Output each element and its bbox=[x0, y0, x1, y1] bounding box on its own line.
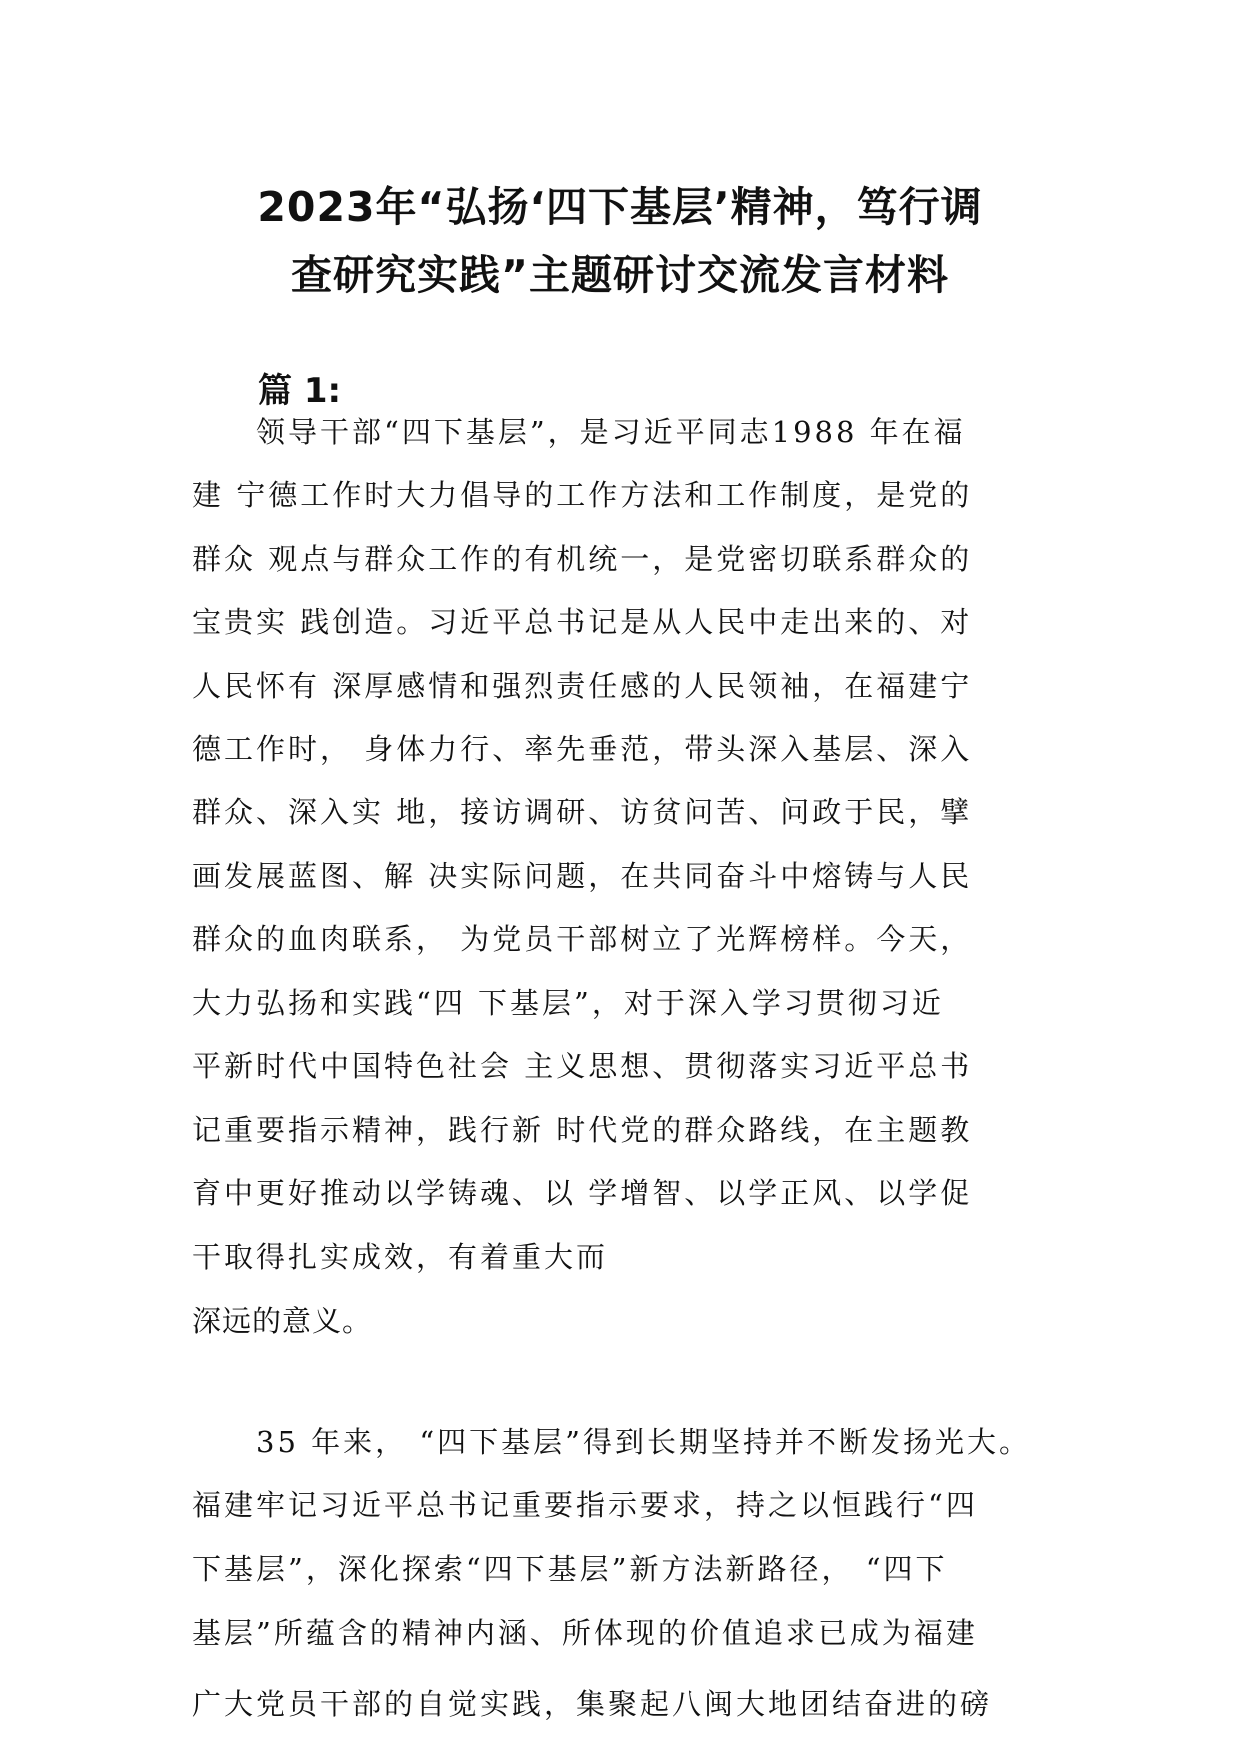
paragraph-line: 福建牢记习近平总书记重要指示要求，持之以恒践行“四 bbox=[192, 1488, 978, 1522]
paragraph-line: 育中更好推动以学铸魂、以 学增智、以学正风、以学促 bbox=[192, 1176, 973, 1210]
paragraph-line: 建 宁德工作时大力倡导的工作方法和工作制度，是党的 bbox=[192, 478, 973, 512]
paragraph-line: 基层”所蕴含的精神内涵、所体现的价值追求已成为福建 bbox=[192, 1616, 978, 1650]
paragraph-line: 下基层”，深化探索“四下基层”新方法新路径， “四下 bbox=[192, 1552, 948, 1586]
paragraph-line: 德工作时， 身体力行、率先垂范，带头深入基层、深入 bbox=[192, 732, 973, 766]
paragraph-line: 宝贵实 践创造。习近平总书记是从人民中走出来的、对 bbox=[192, 605, 973, 639]
paragraph-line: 领导干部“四下基层”，是习近平同志1988 年在福 bbox=[256, 415, 966, 449]
document-title-line-2: 查研究实践”主题研讨交流发言材料 bbox=[291, 251, 949, 299]
paragraph-line: 深远的意义。 bbox=[192, 1304, 373, 1338]
paragraph-line: 干取得扎实成效，有着重大而 bbox=[192, 1240, 609, 1274]
paragraph-line: 广大党员干部的自觉实践，集聚起八闽大地团结奋进的磅 bbox=[192, 1687, 993, 1721]
paragraph-line: 大力弘扬和实践“四 下基层”，对于深入学习贯彻习近 bbox=[192, 986, 944, 1020]
paragraph-line: 画发展蓝图、解 决实际问题，在共同奋斗中熔铸与人民 bbox=[192, 859, 973, 893]
paragraph-line: 人民怀有 深厚感情和强烈责任感的人民领袖，在福建宁 bbox=[192, 669, 973, 703]
paragraph-line: 群众的血肉联系， 为党员干部树立了光辉榜样。今天， bbox=[192, 922, 973, 956]
paragraph-line: 记重要指示精神，践行新 时代党的群众路线，在主题教 bbox=[192, 1113, 973, 1147]
paragraph-line: 群众、深入实 地，接访调研、访贫问苦、问政于民，擘 bbox=[192, 795, 973, 829]
paragraph-line: 群众 观点与群众工作的有机统一，是党密切联系群众的 bbox=[192, 542, 973, 576]
document-title-line-1: 2023年“弘扬‘四下基层’精神，笃行调 bbox=[257, 183, 983, 231]
section-heading: 篇 1: bbox=[258, 371, 342, 411]
paragraph-line: 平新时代中国特色社会 主义思想、贯彻落实习近平总书 bbox=[192, 1049, 973, 1083]
paragraph-line: 35 年来， “四下基层”得到长期坚持并不断发扬光大。 bbox=[256, 1425, 1031, 1459]
